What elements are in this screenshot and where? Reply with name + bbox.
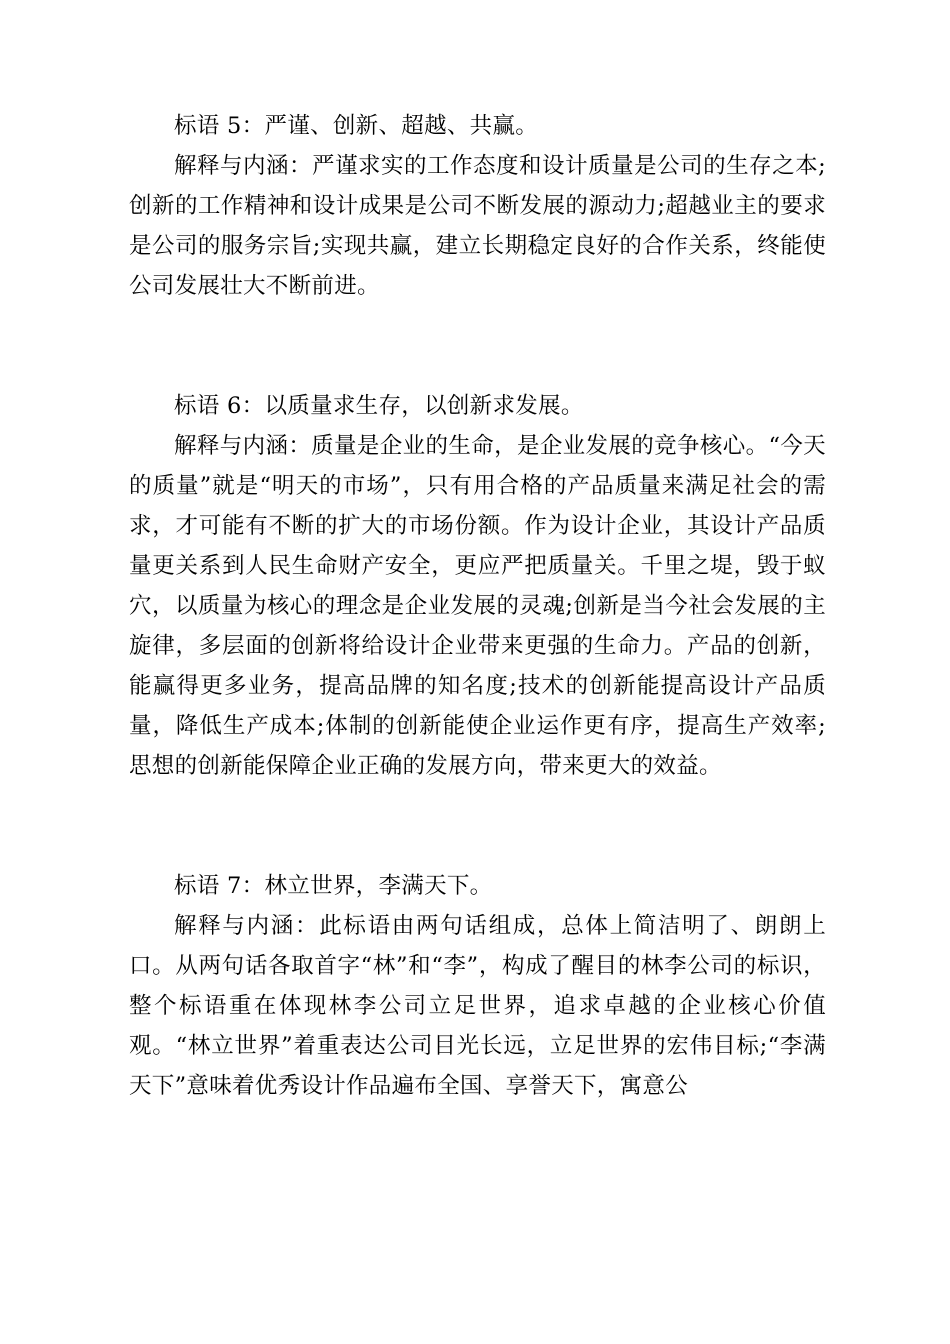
slogan-explanation: 解释与内涵：质量是企业的生命，是企业发展的竞争核心。“今天的质量”就是“明天的市场”，只有用合格的产品质量来满足社会的需求，才可能有不断的扩大的市场份额。作为设计企业，其设计产品质量更关系到人民生命财产安全，更应严把质量关。千里之堤，毁于蚁穴，以质量为核心的理念是企业发展的灵魂;创新是当今社会发展的主旋律，多层面的创新将给设计企业带来更强的生命力。产品的创新，能赢得更多业务，提高品牌的知名度;技术的创新能提高设计产品质量，降低生产成本;体制的创新能使企业运作更有序，提高生产效率;思想的创新能保障企业正确的发展方向，带来更大的效益。: [129, 433, 826, 779]
slogan-section-7: [129, 866, 826, 1106]
slogan-title: 标语 6：以质量求生存，以创新求发展。: [174, 393, 584, 419]
slogan-explanation: 解释与内涵：严谨求实的工作态度和设计质量是公司的生存之本;创新的工作精神和设计成果是公司不断发展的源动力;超越业主的要求是公司的服务宗旨;实现共赢，建立长期稳定良好的合作关系，终能使公司发展壮大不断前进。: [129, 153, 826, 299]
slogan-explanation: 解释与内涵：此标语由两句话组成，总体上简洁明了、朗朗上口。从两句话各取首字“林”和“李”，构成了醒目的林李公司的标识，整个标语重在体现林李公司立足世界，追求卓越的企业核心价值观。“林立世界”着重表达公司目光长远，立足世界的宏伟目标;“李满天下”意味着优秀设计作品遍布全国、享誉天下，寓意公: [129, 913, 826, 1099]
section-spacer: [129, 786, 826, 866]
slogan-section-6: [129, 386, 826, 786]
slogan-section-5: [129, 106, 826, 306]
slogan-title: 标语 5：严谨、创新、超越、共赢。: [174, 113, 539, 139]
slogan-title: 标语 7：林立世界，李满天下。: [174, 873, 493, 899]
document-page: [129, 106, 826, 1106]
section-spacer: [129, 306, 826, 386]
